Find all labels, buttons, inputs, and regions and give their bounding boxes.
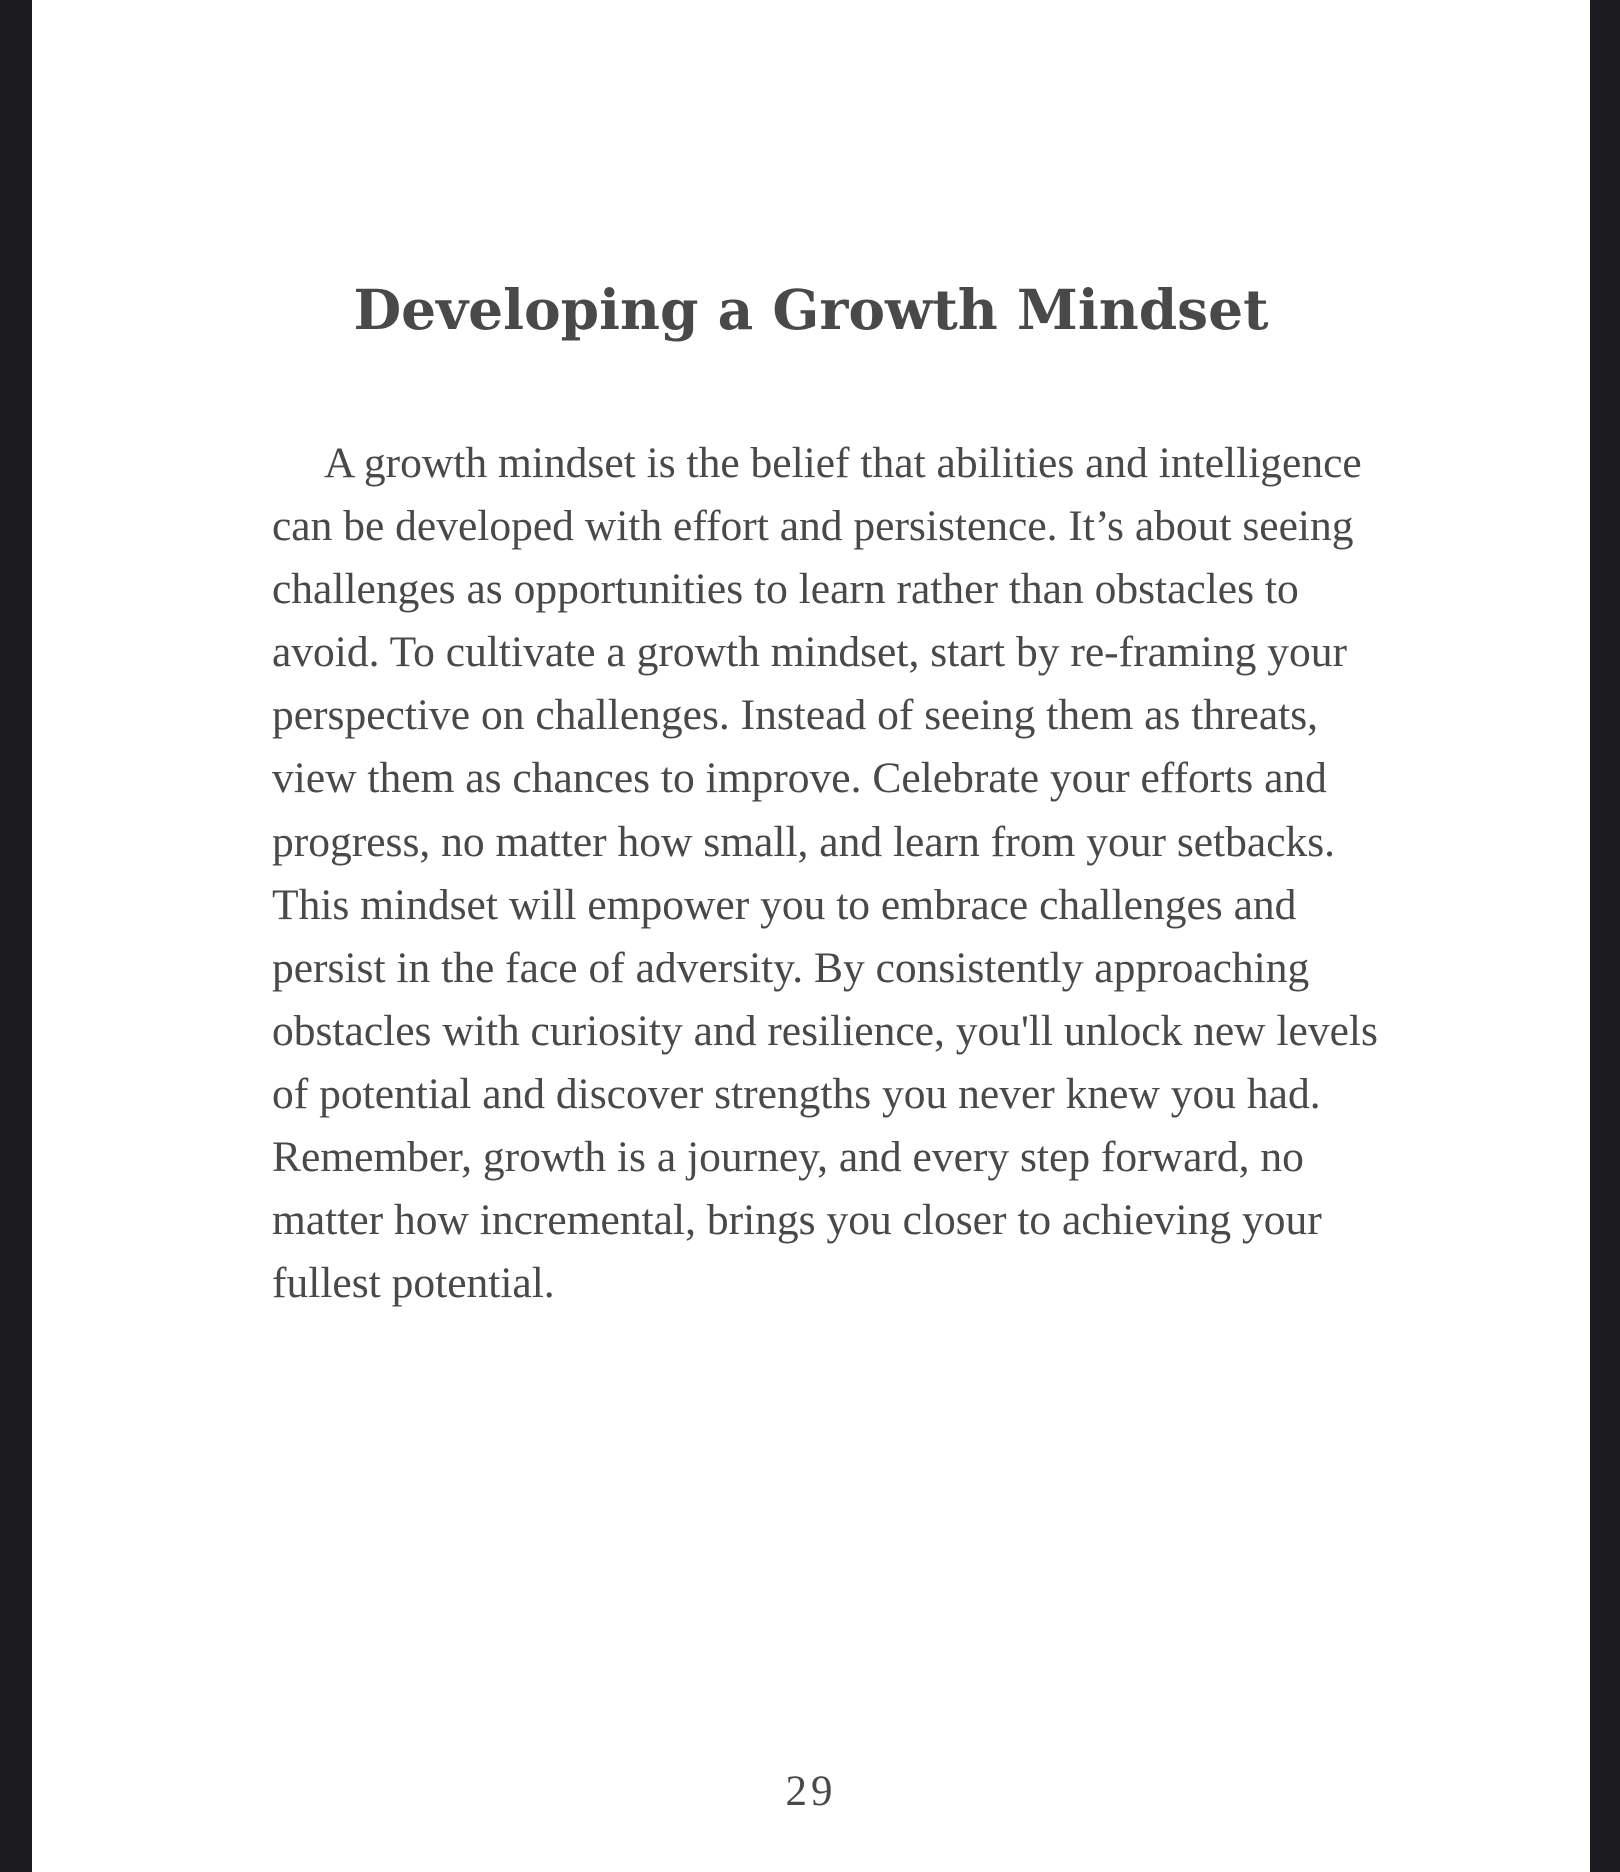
book-page: [32, 0, 1590, 1872]
chapter-title: Developing a Growth Mindset: [353, 277, 1269, 342]
body-paragraph: A growth mindset is the belief that abilities and intelligence can be developed with effort and persistence. It’s about seeing challenges as opportunities to learn rather than obstacles to avoid. To cultivate a growth mindset, start by re-framing your perspective on challenges. Instead of seeing them as threats, view them as chances to improve. Celebrate your efforts and progress, no matter how small, and learn from your setbacks. This mindset will empower you to embrace challenges and persist in the face of adversity. By consistently approaching obstacles with curiosity and resilience, you'll unlock new levels of potential and discover strengths you never knew you had. Remember, growth is a journey, and every step forward, no matter how incremental, brings you closer to achieving your fullest potential.: [272, 439, 1378, 1308]
page-number: 29: [785, 1768, 837, 1815]
